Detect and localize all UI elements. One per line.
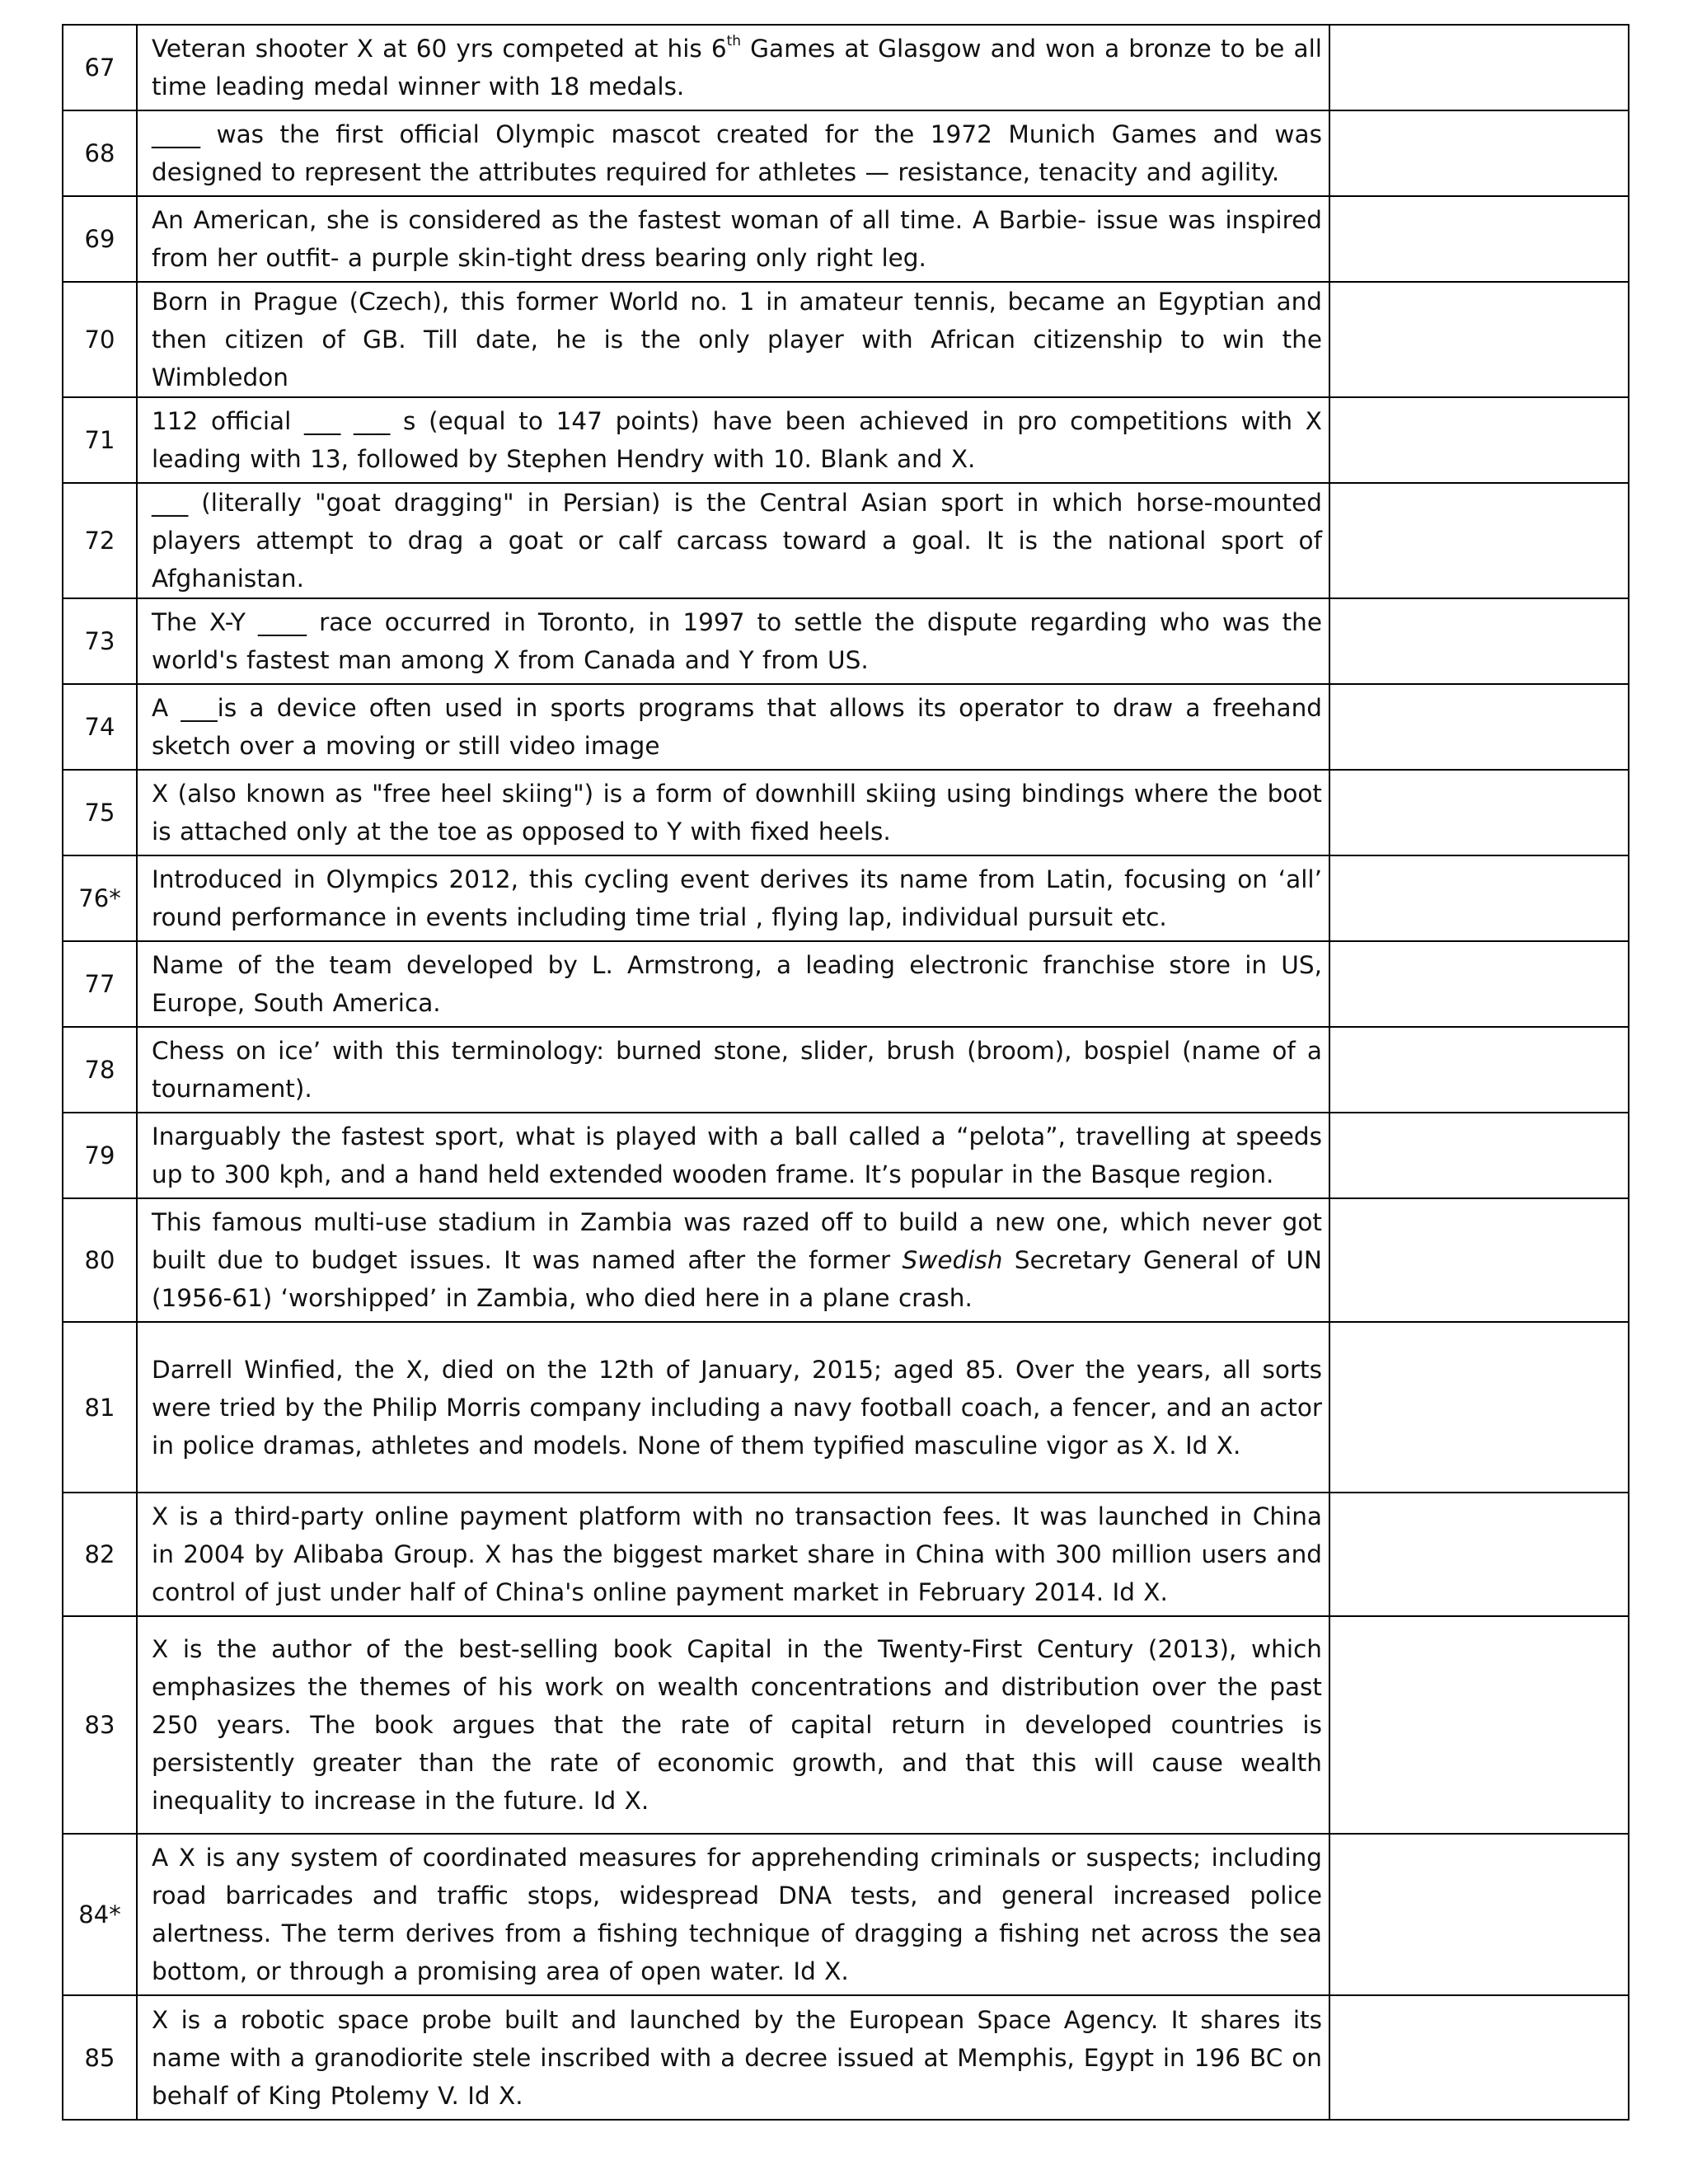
answer-cell[interactable] bbox=[1329, 1616, 1629, 1834]
question-number: 67 bbox=[63, 25, 137, 110]
question-text-segment: Born in Prague (Czech), this former World no. 1 in amateur tennis, became an Egyptian and then citizen of GB. Till date, he is the only player with African citizenship to win the Wimbledon bbox=[152, 288, 1322, 391]
question-text-segment: An American, she is considered as the fastest woman of all time. A Barbie- issue was inspired from her outfit- a purple skin-tight dress bearing only right leg. bbox=[152, 206, 1322, 272]
question-text-segment: 112 official ___ ___ s (equal to 147 points) have been achieved in pro competitions with X leading with 13, followed by Stephen Hendry with 10. Blank and X. bbox=[152, 407, 1322, 473]
question-text bbox=[152, 201, 1322, 277]
question-number: 76* bbox=[63, 855, 137, 941]
question-text-cell bbox=[137, 684, 1329, 770]
question-text-segment: Games at Glasgow and won a bronze to be all time leading medal winner with 18 medals. bbox=[152, 35, 1322, 101]
answer-cell[interactable] bbox=[1329, 1995, 1629, 2120]
question-text bbox=[152, 775, 1322, 851]
answer-cell[interactable] bbox=[1329, 397, 1629, 483]
question-row bbox=[63, 855, 1629, 941]
question-text-cell bbox=[137, 1113, 1329, 1198]
question-text-segment: Secretary General of UN (1956-61) ‘worshipped’ in Zambia, who died here in a plane crash. bbox=[152, 1246, 1322, 1312]
question-number: 72 bbox=[63, 483, 137, 598]
question-row bbox=[63, 1616, 1629, 1834]
answer-cell[interactable] bbox=[1329, 483, 1629, 598]
question-text-cell bbox=[137, 196, 1329, 282]
question-text-cell bbox=[137, 1027, 1329, 1113]
question-row bbox=[63, 1493, 1629, 1616]
question-number: 75 bbox=[63, 770, 137, 855]
question-text-segment: Veteran shooter X at 60 yrs competed at his 6 bbox=[152, 35, 727, 63]
question-number: 71 bbox=[63, 397, 137, 483]
question-text-cell bbox=[137, 1834, 1329, 1995]
question-row bbox=[63, 598, 1629, 684]
question-text-segment: ____ was the first official Olympic mascot created for the 1972 Munich Games and was designed to represent the attributes required for athletes — resistance, tenacity and agility. bbox=[152, 120, 1322, 186]
answer-cell[interactable] bbox=[1329, 1113, 1629, 1198]
question-number: 78 bbox=[63, 1027, 137, 1113]
answer-cell[interactable] bbox=[1329, 1493, 1629, 1616]
question-text-segment: X is a third-party online payment platform with no transaction fees. It was launched in China in 2004 by Alibaba Group. X has the biggest market share in China with 300 million users and control of just under half of China's online payment market in February 2014. Id X. bbox=[152, 1502, 1322, 1606]
question-number: 68 bbox=[63, 110, 137, 196]
question-number: 77 bbox=[63, 941, 137, 1027]
question-text bbox=[152, 1630, 1322, 1820]
question-text-cell bbox=[137, 1493, 1329, 1616]
question-text-cell bbox=[137, 770, 1329, 855]
answer-cell[interactable] bbox=[1329, 598, 1629, 684]
question-row bbox=[63, 110, 1629, 196]
question-number: 69 bbox=[63, 196, 137, 282]
question-text bbox=[152, 115, 1322, 191]
question-row bbox=[63, 1995, 1629, 2120]
question-text-cell bbox=[137, 1995, 1329, 2120]
question-text bbox=[152, 1351, 1322, 1465]
answer-cell[interactable] bbox=[1329, 110, 1629, 196]
question-row bbox=[63, 196, 1629, 282]
question-text bbox=[152, 946, 1322, 1022]
answer-cell[interactable] bbox=[1329, 1027, 1629, 1113]
question-text bbox=[152, 603, 1322, 679]
question-number: 81 bbox=[63, 1322, 137, 1493]
question-text bbox=[152, 1032, 1322, 1108]
question-text bbox=[152, 1839, 1322, 1990]
question-row bbox=[63, 770, 1629, 855]
answer-cell[interactable] bbox=[1329, 25, 1629, 110]
answer-cell[interactable] bbox=[1329, 1322, 1629, 1493]
question-text bbox=[152, 2001, 1322, 2115]
question-text bbox=[152, 1203, 1322, 1317]
question-text-cell bbox=[137, 282, 1329, 397]
question-text-cell bbox=[137, 1616, 1329, 1834]
question-number: 82 bbox=[63, 1493, 137, 1616]
question-text-cell bbox=[137, 397, 1329, 483]
question-text-cell bbox=[137, 1322, 1329, 1493]
question-text-cell bbox=[137, 110, 1329, 196]
question-text bbox=[152, 484, 1322, 598]
question-text-segment: This famous multi-use stadium in Zambia was razed off to build a new one, which never got built due to budget issues. It was named after the former bbox=[152, 1208, 1322, 1274]
question-number: 79 bbox=[63, 1113, 137, 1198]
question-text-segment: Inarguably the fastest sport, what is played with a ball called a “pelota”, travelling at speeds up to 300 kph, and a hand held extended wooden frame. It’s popular in the Basque region. bbox=[152, 1122, 1322, 1188]
question-row bbox=[63, 1027, 1629, 1113]
question-text bbox=[152, 689, 1322, 765]
question-text bbox=[152, 30, 1322, 105]
question-row bbox=[63, 1113, 1629, 1198]
question-text-cell bbox=[137, 1198, 1329, 1322]
question-number: 85 bbox=[63, 1995, 137, 2120]
question-row bbox=[63, 941, 1629, 1027]
question-text-segment: ___ (literally "goat dragging" in Persian) is the Central Asian sport in which horse-mounted players attempt to drag a goat or calf carcass toward a goal. It is the national sport of Afghanistan. bbox=[152, 489, 1322, 593]
question-text-segment: The X-Y ____ race occurred in Toronto, in 1997 to settle the dispute regarding who was the world's fastest man among X from Canada and Y from US. bbox=[152, 608, 1322, 674]
question-text-cell bbox=[137, 25, 1329, 110]
question-row bbox=[63, 282, 1629, 397]
question-row bbox=[63, 684, 1629, 770]
superscript-text: th bbox=[726, 33, 742, 49]
answer-cell[interactable] bbox=[1329, 941, 1629, 1027]
question-text-segment: Chess on ice’ with this terminology: burned stone, slider, brush (broom), bospiel (name of a tournament). bbox=[152, 1037, 1322, 1103]
question-text-cell bbox=[137, 855, 1329, 941]
question-row bbox=[63, 1322, 1629, 1493]
question-text bbox=[152, 1118, 1322, 1193]
question-number: 83 bbox=[63, 1616, 137, 1834]
question-text-segment: Darrell Winfied, the X, died on the 12th of January, 2015; aged 85. Over the years, all sorts were tried by the Philip Morris company including a navy football coach, a fencer, and an actor in police dramas, athletes and models. None of them typified masculine vigor as X. Id X. bbox=[152, 1355, 1322, 1460]
quiz-table bbox=[62, 24, 1629, 2121]
quiz-table-body bbox=[63, 25, 1629, 2120]
question-row bbox=[63, 1198, 1629, 1322]
question-text-cell bbox=[137, 483, 1329, 598]
question-text-segment: A ___is a device often used in sports programs that allows its operator to draw a freehand sketch over a moving or still video image bbox=[152, 694, 1322, 760]
question-row bbox=[63, 1834, 1629, 1995]
answer-cell[interactable] bbox=[1329, 770, 1629, 855]
question-number: 80 bbox=[63, 1198, 137, 1322]
answer-cell[interactable] bbox=[1329, 684, 1629, 770]
answer-cell[interactable] bbox=[1329, 282, 1629, 397]
question-text-cell bbox=[137, 598, 1329, 684]
question-text-segment: X (also known as "free heel skiing") is a form of downhill skiing using bindings where the boot is attached only at the toe as opposed to Y with fixed heels. bbox=[152, 780, 1322, 846]
question-row bbox=[63, 483, 1629, 598]
question-number: 70 bbox=[63, 282, 137, 397]
answer-cell[interactable] bbox=[1329, 855, 1629, 941]
answer-cell[interactable] bbox=[1329, 1834, 1629, 1995]
question-text-segment: A X is any system of coordinated measures for apprehending criminals or suspects; including road barricades and traffic stops, widespread DNA tests, and general increased police alertness. The term derives from a fishing technique of dragging a fishing net across the sea bottom, or through a promising area of open water. Id X. bbox=[152, 1844, 1322, 1985]
question-row bbox=[63, 25, 1629, 110]
question-number: 73 bbox=[63, 598, 137, 684]
question-number: 74 bbox=[63, 684, 137, 770]
question-number: 84* bbox=[63, 1834, 137, 1995]
question-text bbox=[152, 283, 1322, 396]
question-text bbox=[152, 860, 1322, 936]
answer-cell[interactable] bbox=[1329, 196, 1629, 282]
question-text-segment: X is a robotic space probe built and launched by the European Space Agency. It shares its name with a granodiorite stele inscribed with a decree issued at Memphis, Egypt in 196 BC on behalf of King Ptolemy V. Id X. bbox=[152, 2005, 1322, 2110]
question-text-segment: Introduced in Olympics 2012, this cycling event derives its name from Latin, focusing on ‘all’ round performance in events including time trial , flying lap, individual pursuit etc. bbox=[152, 865, 1322, 931]
question-row bbox=[63, 397, 1629, 483]
italic-text: Swedish bbox=[902, 1246, 1003, 1274]
question-text-segment: X is the author of the best-selling book Capital in the Twenty-First Century (2013), which emphasizes the themes of his work on wealth concentrations and distribution over the past 250 years. The book argues that the rate of capital return in developed countries is persistently greater than the rate of economic growth, and that this will cause wealth inequality to increase in the future. Id X. bbox=[152, 1635, 1322, 1815]
question-text-segment: Name of the team developed by L. Armstrong, a leading electronic franchise store in US, Europe, South America. bbox=[152, 951, 1322, 1017]
question-text bbox=[152, 402, 1322, 478]
answer-cell[interactable] bbox=[1329, 1198, 1629, 1322]
question-text-cell bbox=[137, 941, 1329, 1027]
question-text bbox=[152, 1497, 1322, 1611]
